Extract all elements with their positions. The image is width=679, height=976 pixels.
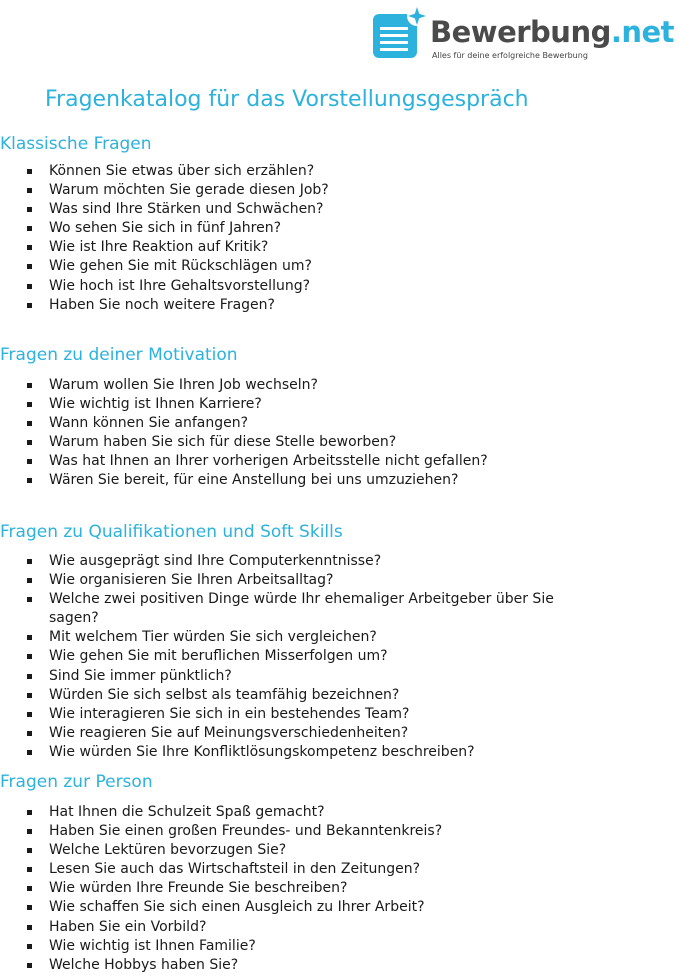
list-item: Haben Sie einen großen Freundes- und Bekanntenkreis? (0, 822, 600, 841)
question-list-qualifikationen (0, 552, 600, 762)
list-item: Wie würden Sie Ihre Konfliktlösungskompetenz beschreiben? (0, 743, 600, 762)
list-item: Würden Sie sich selbst als teamfähig bezeichnen? (0, 686, 600, 705)
brand-wordmark (430, 15, 674, 49)
brand-logo (372, 3, 677, 67)
list-item: Können Sie etwas über sich erzählen? (0, 162, 600, 181)
list-item: Wie wichtig ist Ihnen Familie? (0, 937, 600, 956)
list-item: Hat Ihnen die Schulzeit Spaß gemacht? (0, 803, 600, 822)
list-item: Wie gehen Sie mit Rückschlägen um? (0, 257, 600, 276)
question-list-klassische-fragen (0, 162, 600, 315)
list-item: Was hat Ihnen an Ihrer vorherigen Arbeitsstelle nicht gefallen? (0, 452, 600, 471)
list-item: Wie gehen Sie mit beruflichen Misserfolgen um? (0, 647, 600, 666)
list-item: Wo sehen Sie sich in fünf Jahren? (0, 219, 600, 238)
list-item: Wie organisieren Sie Ihren Arbeitsalltag? (0, 571, 600, 590)
question-list-motivation (0, 376, 600, 491)
list-item: Wie schaffen Sie sich einen Ausgleich zu Ihrer Arbeit? (0, 898, 600, 917)
list-item: Was sind Ihre Stärken und Schwächen? (0, 200, 600, 219)
list-item: Wie hoch ist Ihre Gehaltsvorstellung? (0, 277, 600, 296)
list-item: Wie interagieren Sie sich in ein bestehendes Team? (0, 705, 600, 724)
question-list-person (0, 803, 600, 975)
brand-tld: .net (610, 15, 675, 49)
list-item: Warum möchten Sie gerade diesen Job? (0, 181, 600, 200)
section-heading-motivation: Fragen zu deiner Motivation (0, 345, 238, 365)
list-item: Wann können Sie anfangen? (0, 414, 600, 433)
list-item: Haben Sie noch weitere Fragen? (0, 296, 600, 315)
list-item: Mit welchem Tier würden Sie sich vergleichen? (0, 628, 600, 647)
list-item: Wie würden Ihre Freunde Sie beschreiben? (0, 879, 600, 898)
section-heading-qualifikationen: Fragen zu Qualifikationen und Soft Skills (0, 522, 343, 542)
section-heading-person: Fragen zur Person (0, 772, 153, 792)
list-item: Wie wichtig ist Ihnen Karriere? (0, 395, 600, 414)
list-item: Welche zwei positiven Dinge würde Ihr ehemaliger Arbeitgeber über Sie sagen? (0, 590, 600, 628)
list-item: Warum wollen Sie Ihren Job wechseln? (0, 376, 600, 395)
list-item: Wie ausgeprägt sind Ihre Computerkenntnisse? (0, 552, 600, 571)
document-star-icon (372, 5, 428, 61)
list-item: Warum haben Sie sich für diese Stelle beworben? (0, 433, 600, 452)
list-item: Wären Sie bereit, für eine Anstellung bei uns umzuziehen? (0, 471, 600, 490)
list-item: Sind Sie immer pünktlich? (0, 667, 600, 686)
brand-tagline: Alles für deine erfolgreiche Bewerbung (432, 51, 588, 60)
section-heading-klassische-fragen: Klassische Fragen (0, 134, 152, 154)
brand-name: Bewerbung (430, 15, 611, 49)
list-item: Wie ist Ihre Reaktion auf Kritik? (0, 238, 600, 257)
list-item: Welche Lektüren bevorzugen Sie? (0, 841, 600, 860)
list-item: Welche Hobbys haben Sie? (0, 956, 600, 975)
list-item: Haben Sie ein Vorbild? (0, 918, 600, 937)
page-title: Fragenkatalog für das Vorstellungsgespräch (45, 87, 529, 112)
list-item: Wie reagieren Sie auf Meinungsverschiedenheiten? (0, 724, 600, 743)
list-item: Lesen Sie auch das Wirtschaftsteil in den Zeitungen? (0, 860, 600, 879)
